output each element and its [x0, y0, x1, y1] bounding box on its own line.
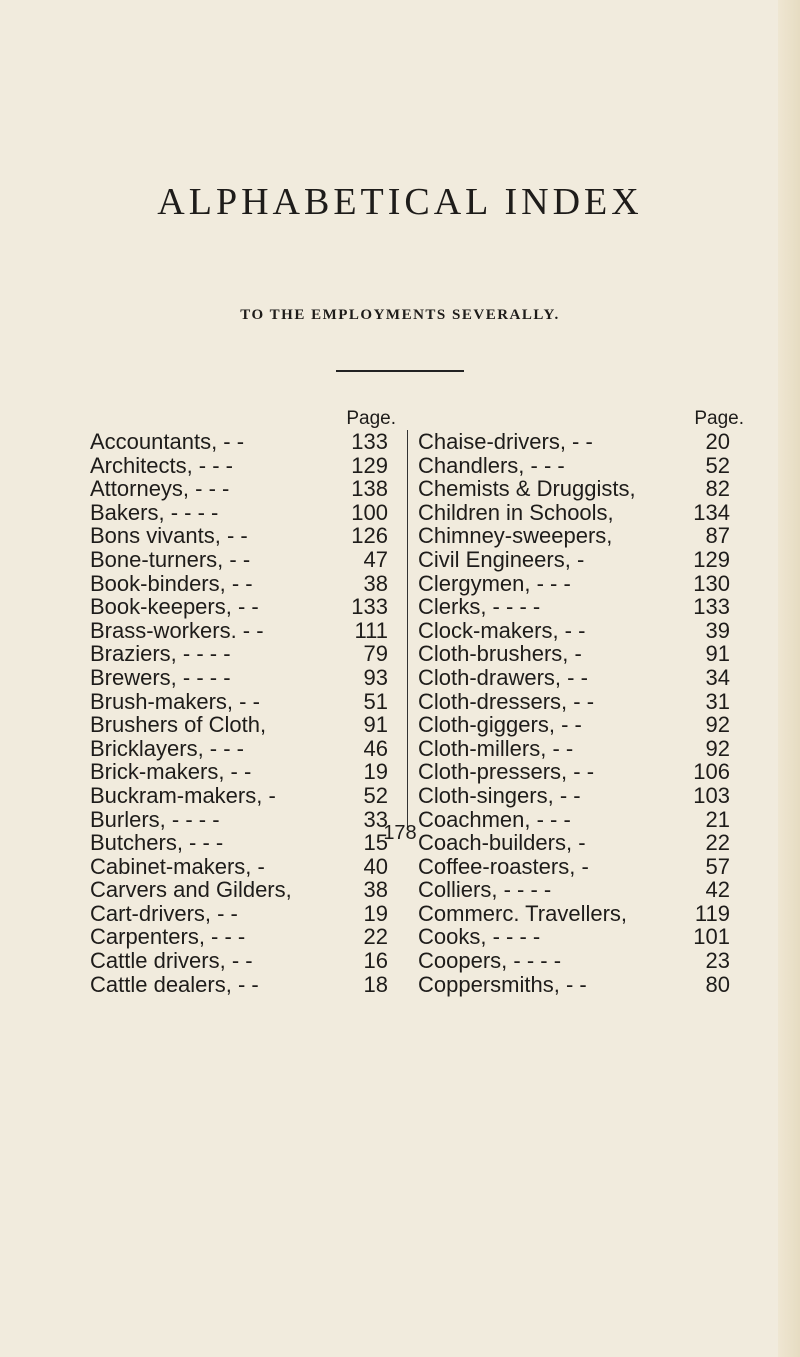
index-entry: [90, 477, 400, 501]
entry-page: 133: [693, 594, 730, 620]
entry-page: 101: [693, 924, 730, 950]
page-column-heading: Page.: [694, 408, 744, 429]
index-entry: [418, 878, 748, 902]
index-entry: [418, 737, 748, 761]
index-entry: [418, 572, 748, 596]
entry-page: 19: [363, 759, 388, 785]
entry-name: Brick-makers, - -: [90, 759, 252, 785]
entry-name: Brewers, - - - -: [90, 664, 231, 690]
entry-page: 16: [363, 948, 388, 974]
entry-name: Accountants, - -: [90, 429, 245, 454]
index-entry: [90, 690, 400, 714]
index-entry: [90, 902, 400, 926]
entry-page: 119: [694, 900, 730, 926]
entry-page: 134: [693, 499, 730, 525]
entry-page: 46: [363, 735, 388, 761]
entry-page: 138: [351, 476, 388, 502]
entry-name: Brass-workers. - -: [90, 617, 264, 643]
entry-page: 103: [693, 782, 730, 808]
entry-page: 18: [363, 971, 388, 997]
entry-name: Architects, - - -: [90, 452, 234, 478]
entry-page: 19: [363, 900, 388, 926]
entry-page: 33: [363, 806, 388, 832]
index-entry: [90, 619, 400, 643]
entry-name: Colliers, - - - -: [418, 877, 552, 903]
entry-page: 22: [705, 830, 730, 856]
entry-name: Buckram-makers, -: [90, 782, 276, 808]
index-entry: [90, 878, 400, 902]
page-number: 178: [383, 822, 417, 844]
entry-name: Book-keepers, - -: [90, 594, 259, 620]
entry-name: Chaise-drivers, - -: [418, 429, 593, 454]
entry-page: 130: [693, 570, 730, 596]
index-list-left: [90, 430, 400, 996]
page-title: ALPHABETICAL INDEX: [157, 181, 643, 223]
entry-name: Coach-builders, -: [418, 830, 586, 856]
entry-page: 40: [363, 853, 388, 879]
entry-page: 51: [363, 688, 388, 714]
index-entry: [90, 430, 400, 454]
index-entry: [90, 855, 400, 879]
index-entry: [90, 454, 400, 478]
index-entry: [90, 973, 400, 997]
entry-name: Braziers, - - - -: [90, 641, 231, 667]
entry-name: Burlers, - - - -: [90, 806, 220, 832]
index-entry: [90, 949, 400, 973]
entry-name: Cooks, - - - -: [418, 924, 541, 950]
entry-name: Attorneys, - - -: [90, 476, 230, 502]
entry-page: 42: [705, 877, 730, 903]
title-rule: [336, 370, 464, 372]
entry-page: 126: [351, 523, 388, 549]
entry-name: Clock-makers, - -: [418, 617, 586, 643]
entry-page: 82: [705, 476, 730, 502]
entry-page: 93: [363, 664, 388, 690]
entry-page: 47: [363, 546, 388, 572]
index-entry: [418, 548, 748, 572]
entry-page: 57: [705, 853, 730, 879]
index-entry: [418, 973, 748, 997]
entry-page: 21: [705, 806, 730, 832]
index-entry: [90, 760, 400, 784]
entry-page: 79: [363, 641, 388, 667]
index-entry: [90, 642, 400, 666]
entry-page: 23: [705, 948, 730, 974]
index-entry: [418, 501, 748, 525]
entry-name: Cattle drivers, - -: [90, 948, 253, 974]
entry-page: 80: [705, 971, 730, 997]
index-entry: [90, 925, 400, 949]
entry-name: Chimney-sweepers,: [418, 523, 613, 549]
entry-page: 91: [363, 712, 388, 738]
entry-name: Cart-drivers, - -: [90, 900, 238, 926]
index-entry: [418, 925, 748, 949]
entry-page: 106: [693, 759, 730, 785]
entry-name: Chemists & Druggists,: [418, 476, 636, 502]
entry-page: 38: [363, 570, 388, 596]
entry-name: Butchers, - - -: [90, 830, 224, 856]
entry-name: Coppersmiths, - -: [418, 971, 587, 997]
index-entry: [418, 760, 748, 784]
entry-page: 92: [705, 712, 730, 738]
index-list-right: [418, 430, 748, 996]
entry-page: 34: [705, 664, 730, 690]
index-entry: [90, 737, 400, 761]
entry-page: 31: [705, 688, 730, 714]
entry-name: Bakers, - - - -: [90, 499, 219, 525]
entry-page: 52: [363, 782, 388, 808]
entry-name: Cloth-pressers, - -: [418, 759, 595, 785]
entry-page: 129: [351, 452, 388, 478]
index-entry: [418, 430, 748, 454]
entry-page: 129: [693, 546, 730, 572]
index-entry: [418, 454, 748, 478]
index-entry: [418, 784, 748, 808]
entry-name: Civil Engineers, -: [418, 546, 585, 572]
column-divider: [407, 430, 408, 828]
entry-page: 15: [363, 830, 388, 856]
entry-name: Cloth-giggers, - -: [418, 712, 582, 738]
index-entry: [418, 642, 748, 666]
entry-name: Book-binders, - -: [90, 570, 253, 596]
index-entry: [90, 784, 400, 808]
entry-name: Bons vivants, - -: [90, 523, 248, 549]
index-entry: [90, 572, 400, 596]
index-entry: [418, 595, 748, 619]
index-entry: [418, 690, 748, 714]
entry-name: Bricklayers, - - -: [90, 735, 244, 761]
entry-name: Cattle dealers, - -: [90, 971, 259, 997]
entry-name: Chandlers, - - -: [418, 452, 565, 478]
entry-name: Children in Schools,: [418, 499, 614, 525]
index-entry: [418, 524, 748, 548]
entry-name: Clerks, - - - -: [418, 594, 541, 620]
entry-name: Cloth-drawers, - -: [418, 664, 588, 690]
entry-name: Brushers of Cloth,: [90, 712, 267, 738]
entry-name: Commerc. Travellers,: [418, 900, 628, 926]
index-entry: [90, 501, 400, 525]
entry-page: 133: [351, 594, 388, 620]
entry-name: Brush-makers, - -: [90, 688, 260, 714]
entry-name: Carvers and Gilders,: [90, 877, 292, 903]
index-column-right: [418, 408, 748, 996]
index-entry: [418, 477, 748, 501]
index-entry: [90, 524, 400, 548]
entry-page: 52: [705, 452, 730, 478]
page-subtitle: TO THE EMPLOYMENTS SEVERALLY.: [240, 307, 560, 323]
entry-name: Bone-turners, - -: [90, 546, 251, 572]
index-entry: [90, 713, 400, 737]
entry-name: Cloth-singers, - -: [418, 782, 581, 808]
entry-name: Cloth-brushers, -: [418, 641, 582, 667]
entry-name: Coffee-roasters, -: [418, 853, 589, 879]
entry-page: 39: [705, 617, 730, 643]
index-entry: [418, 713, 748, 737]
entry-name: Coachmen, - - -: [418, 806, 571, 832]
entry-name: Cloth-dressers, - -: [418, 688, 595, 714]
index-entry: [418, 619, 748, 643]
index-column-left: [90, 408, 400, 996]
index-entry: [418, 855, 748, 879]
entry-name: Clergymen, - - -: [418, 570, 571, 596]
index-entry: [418, 902, 748, 926]
entry-page: 22: [363, 924, 388, 950]
index-entry: [90, 666, 400, 690]
entry-page: 91: [705, 641, 730, 667]
entry-page: 20: [705, 429, 730, 454]
entry-page: 92: [705, 735, 730, 761]
page-column-heading: Page.: [346, 408, 396, 429]
index-entry: [418, 666, 748, 690]
index-entry: [418, 949, 748, 973]
entry-page: 111: [354, 617, 388, 643]
entry-name: Coopers, - - - -: [418, 948, 562, 974]
entry-page: 100: [351, 499, 388, 525]
entry-page: 38: [363, 877, 388, 903]
index-entry: [90, 595, 400, 619]
index-entry: [90, 548, 400, 572]
entry-page: 133: [351, 429, 388, 454]
entry-name: Carpenters, - - -: [90, 924, 246, 950]
entry-name: Cloth-millers, - -: [418, 735, 574, 761]
entry-page: 87: [705, 523, 730, 549]
entry-name: Cabinet-makers, -: [90, 853, 265, 879]
